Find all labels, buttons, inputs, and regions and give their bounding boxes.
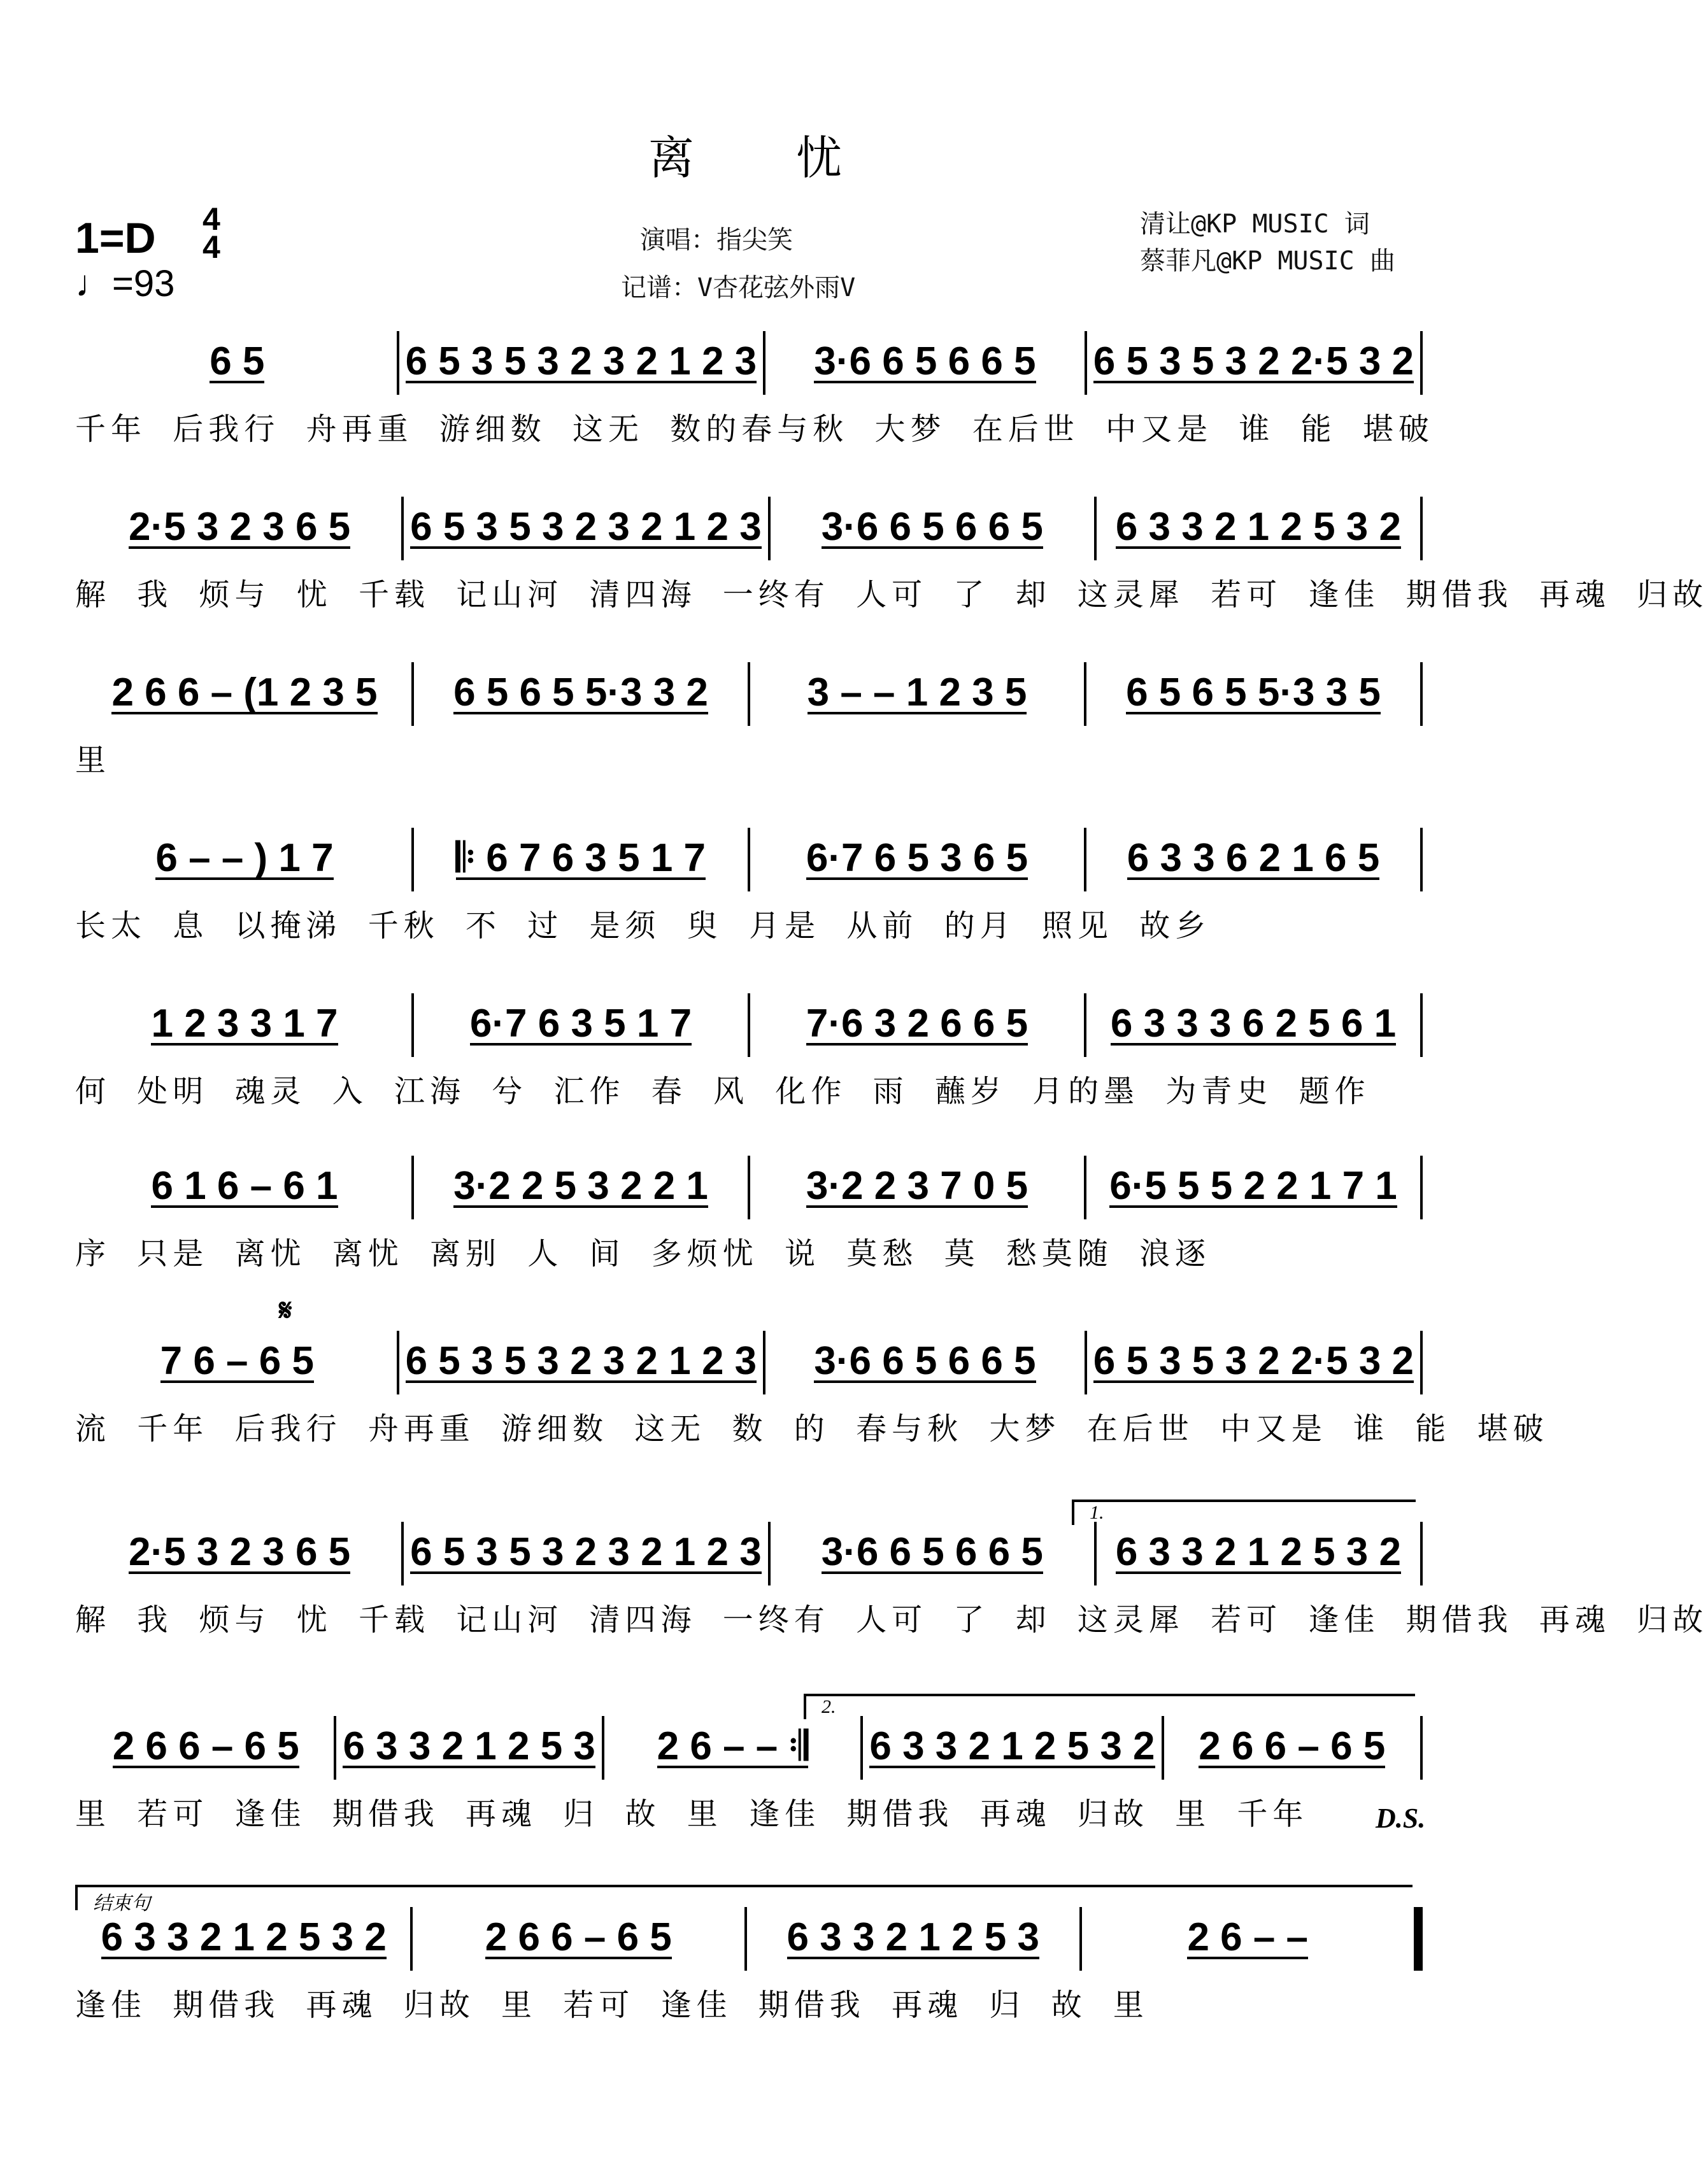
song-title: 离忧: [648, 131, 944, 185]
bar-line: [1414, 1907, 1423, 1971]
measure: [1087, 339, 1420, 383]
measure: [78, 1164, 411, 1208]
measure-notes: 6·7 6 3 5 1 7: [469, 1002, 692, 1046]
measure-notes: 6 3 3 2 1 2 5 3 2: [869, 1724, 1155, 1768]
bar-line: [1420, 1331, 1423, 1394]
measure: [78, 1724, 334, 1768]
measure: [771, 1530, 1094, 1574]
measure-notes: 6 1 6 – 6 1: [151, 1164, 338, 1208]
measure: [750, 670, 1084, 714]
measure-notes: 𝄆 6 7 6 3 5 1 7: [455, 836, 706, 880]
notes-line: [75, 1519, 1423, 1589]
measure: [1086, 836, 1420, 880]
measure-notes: 6 5 3 5 3 2 3 2 1 2 3: [410, 1530, 762, 1574]
measure-notes: 6 5 6 5 5·3 3 2: [453, 670, 708, 714]
notes-line: [75, 825, 1423, 895]
time-signature-top: 4: [203, 201, 220, 237]
lyrics-line: 里: [75, 742, 111, 778]
time-signature: [203, 201, 220, 265]
measure-notes: 1 2 3 3 1 7: [151, 1002, 338, 1046]
measure-notes: 3·6 6 5 6 6 5: [821, 505, 1043, 549]
measure: [1097, 505, 1420, 549]
bar-line: [1420, 1156, 1423, 1219]
measure-notes: 2 6 6 – 6 5: [485, 1915, 672, 1959]
notes-line: [75, 1904, 1423, 1974]
measure: [414, 1002, 748, 1046]
measure: [1086, 670, 1420, 714]
measure: [78, 1002, 411, 1046]
measure-notes: 6 – – ) 1 7: [155, 836, 334, 880]
measure-notes: 6 3 3 2 1 2 5 3: [343, 1724, 595, 1768]
bar-line: [1420, 331, 1423, 395]
lyrics-line: 序 只是 离忧 离忧 离别 人 间 多烦忧 说 莫愁 莫 愁莫随 浪逐: [75, 1236, 1211, 1272]
measure: [1164, 1724, 1420, 1768]
measure: [1086, 1002, 1420, 1046]
measure-notes: 3·6 6 5 6 6 5: [821, 1530, 1043, 1574]
measure: [414, 670, 748, 714]
measure-notes: 7 6 – 6 5: [160, 1339, 314, 1383]
segno-sign: 𝄋: [279, 1293, 292, 1328]
lyrics-line: 何 处明 魂灵 入 江海 兮 汇作 春 风 化作 雨 蘸岁 月的墨 为青史 题作: [75, 1074, 1370, 1109]
measure-notes: 2 6 – –: [1187, 1915, 1309, 1959]
lyrics-line: 流 千年 后我行 舟再重 游细数 这无 数 的 春与秋 大梦 在后世 中又是 谁 能 堪破: [75, 1411, 1549, 1447]
measure-notes: 6 5 3 5 3 2 3 2 1 2 3: [405, 1339, 757, 1383]
measure: [413, 1915, 745, 1959]
measure: [414, 836, 748, 880]
measure-notes: 2 6 6 – 6 5: [1199, 1724, 1386, 1768]
notes-line: [75, 328, 1423, 398]
bar-line: [1420, 1716, 1423, 1780]
measure-notes: 6 3 3 2 1 2 5 3 2: [1115, 1530, 1401, 1574]
measure-notes: 3·6 6 5 6 6 5: [814, 1339, 1036, 1383]
measure: [765, 339, 1085, 383]
measure-notes: 2 6 6 – (1 2 3 5: [111, 670, 378, 714]
measure-notes: 6 3 3 2 1 2 5 3: [786, 1915, 1039, 1959]
bar-line: [1420, 1522, 1423, 1585]
measure-notes: 6 3 3 2 1 2 5 3 2: [101, 1915, 387, 1959]
dal-segno-marking: D.S.: [1376, 1803, 1426, 1834]
measure: [747, 1915, 1079, 1959]
measure-notes: 6·7 6 5 3 6 5: [806, 836, 1028, 880]
measure-notes: 6 5 6 5 5·3 3 5: [1126, 670, 1381, 714]
measure-notes: 6·5 5 5 2 2 1 7 1: [1109, 1164, 1397, 1208]
measure: [765, 1339, 1085, 1383]
measure: [750, 1002, 1084, 1046]
lyrics-line: 长太 息 以掩涕 千秋 不 过 是须 臾 月是 从前 的月 照见 故乡: [75, 908, 1211, 944]
bar-line: [1420, 662, 1423, 726]
lyrics-line: 解 我 烦与 忧 千载 记山河 清四海 一终有 人可 了 却 这灵犀 若可 逢佳 期借我 再魂 归故: [75, 1602, 1708, 1638]
composer-credit: 蔡菲凡@KP MUSIC 曲: [1140, 246, 1395, 276]
measure: [78, 1339, 397, 1383]
bar-line: [1420, 993, 1423, 1057]
notes-line: [75, 659, 1423, 729]
measure-notes: 3 – – 1 2 3 5: [807, 670, 1027, 714]
volta-second-ending: 2.: [804, 1694, 1415, 1719]
measure-notes: 6 5 3 5 3 2 3 2 1 2 3: [405, 339, 757, 383]
measure: [1097, 1530, 1420, 1574]
measure-notes: 6 5 3 5 3 2 3 2 1 2 3: [410, 505, 762, 549]
measure-notes: 2·5 3 2 3 6 5: [128, 1530, 351, 1574]
lyrics-line: 千年 后我行 舟再重 游细数 这无 数的春与秋 大梦 在后世 中又是 谁 能 堪破: [75, 411, 1434, 447]
measure: [399, 1339, 764, 1383]
bar-line: [1420, 497, 1423, 560]
measure: [78, 1530, 401, 1574]
tempo-marking: ♩=93: [75, 263, 175, 304]
measure: [78, 1915, 410, 1959]
measure-notes: 6 3 3 6 2 1 6 5: [1127, 836, 1380, 880]
measure: [1086, 1164, 1420, 1208]
measure-notes: 6 3 3 3 6 2 5 6 1: [1110, 1002, 1397, 1046]
ending-bracket-label: 结束句: [75, 1885, 1413, 1910]
lyrics-line: 解 我 烦与 忧 千载 记山河 清四海 一终有 人可 了 却 这灵犀 若可 逢佳 期借我 再魂 归故: [75, 577, 1708, 613]
measure: [399, 339, 764, 383]
measure-notes: 2 6 – – 𝄇: [657, 1724, 808, 1768]
time-signature-bottom: 4: [203, 229, 220, 265]
measure-notes: 6 3 3 2 1 2 5 3 2: [1115, 505, 1401, 549]
measure-notes: 2·5 3 2 3 6 5: [128, 505, 351, 549]
transcriber-credit: 记谱：V杏花弦外雨V: [621, 273, 856, 302]
measure-notes: 3·2 2 3 7 0 5: [806, 1164, 1028, 1208]
measure: [336, 1724, 601, 1768]
measure: [604, 1724, 860, 1768]
measure: [414, 1164, 748, 1208]
measure-notes: 7·6 3 2 6 6 5: [806, 1002, 1028, 1046]
measure-notes: 2 6 6 – 6 5: [112, 1724, 299, 1768]
measure: [78, 505, 401, 549]
measure: [404, 505, 768, 549]
measure-notes: 3·6 6 5 6 6 5: [814, 339, 1036, 383]
measure: [750, 836, 1084, 880]
bar-line: [1420, 828, 1423, 891]
measure: [404, 1530, 768, 1574]
singer-credit: 演唱：指尖笑: [640, 225, 793, 255]
lyrics-line: 逢佳 期借我 再魂 归故 里 若可 逢佳 期借我 再魂 归 故 里: [75, 1987, 1149, 2023]
volta-first-ending: 1.: [1072, 1500, 1416, 1525]
measure: [1082, 1915, 1414, 1959]
notes-line: [75, 493, 1423, 564]
measure: [1087, 1339, 1420, 1383]
measure: [78, 339, 397, 383]
lyrics-line: 里 若可 逢佳 期借我 再魂 归 故 里 逢佳 期借我 再魂 归故 里 千年: [75, 1796, 1309, 1832]
measure-notes: 6 5: [210, 339, 265, 383]
measure-notes: 6 5 3 5 3 2 2·5 3 2: [1093, 1339, 1414, 1383]
measure: [78, 670, 411, 714]
notes-line: [75, 1328, 1423, 1398]
notes-line: [75, 1713, 1423, 1783]
key-signature: 1=D: [75, 214, 156, 262]
lyricist-credit: 清让@KP MUSIC 词: [1140, 209, 1370, 239]
measure-notes: 3·2 2 5 3 2 2 1: [453, 1164, 708, 1208]
notes-line: [75, 990, 1423, 1060]
measure: [78, 836, 411, 880]
measure: [771, 505, 1094, 549]
notes-line: [75, 1152, 1423, 1223]
measure-notes: 6 5 3 5 3 2 2·5 3 2: [1093, 339, 1414, 383]
measure: [863, 1724, 1161, 1768]
measure: [750, 1164, 1084, 1208]
